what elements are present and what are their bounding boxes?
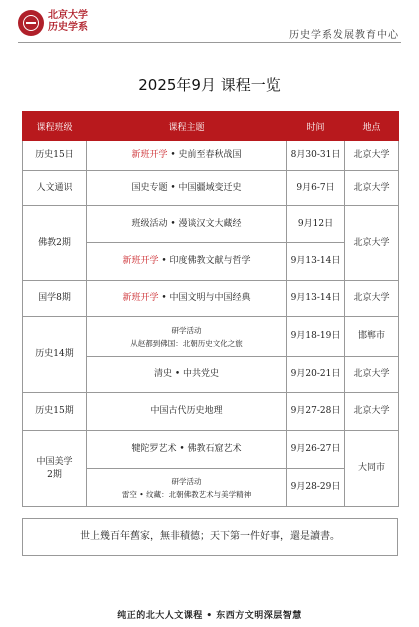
topic-separator: • bbox=[158, 293, 170, 303]
place-cell: 北京大学 bbox=[345, 393, 399, 431]
topic-separator: • bbox=[167, 150, 179, 160]
logo-text bbox=[48, 10, 88, 34]
time-cell: 9月28-29日 bbox=[287, 469, 345, 507]
class-cell: 历史15日 bbox=[23, 141, 87, 171]
new-class-tag: 新班开学 bbox=[122, 293, 159, 303]
place-cell: 北京大学 bbox=[345, 141, 399, 171]
table-row bbox=[23, 393, 399, 431]
table-row bbox=[23, 431, 399, 469]
topic-cell: 中国古代历史地理 bbox=[87, 393, 287, 431]
class-cell: 人文通识 bbox=[23, 171, 87, 206]
topic-cell: 班级活动 • 漫谈汉文大藏经 bbox=[87, 206, 287, 243]
university-seal-icon bbox=[18, 10, 44, 36]
topic-line-1: 研学活动 bbox=[171, 476, 202, 486]
topic-cell bbox=[87, 281, 287, 317]
place-cell: 北京大学 bbox=[345, 171, 399, 206]
topic-line-2: 雷空 • 纹藏：北朝佛教艺术与美学精神 bbox=[121, 489, 252, 499]
table-header-row bbox=[23, 112, 399, 141]
topic-cell: 国史专题 • 中国疆域变迁史 bbox=[87, 171, 287, 206]
new-class-tag: 新班开学 bbox=[122, 256, 159, 266]
page-header bbox=[0, 0, 419, 46]
table-row bbox=[23, 281, 399, 317]
table-row bbox=[23, 206, 399, 243]
place-cell: 北京大学 bbox=[345, 281, 399, 317]
topic-cell bbox=[87, 469, 287, 507]
page-title: 2025年9月 课程一览 bbox=[138, 76, 281, 94]
place-cell: 大同市 bbox=[345, 431, 399, 507]
course-table bbox=[22, 111, 399, 507]
class-cell: 佛教2期 bbox=[23, 206, 87, 281]
topic-text: 史前至春秋战国 bbox=[178, 150, 242, 160]
time-cell: 9月13-14日 bbox=[287, 281, 345, 317]
footer-slogan: 纯正的北大人文课程 • 东西方文明深层智慧 bbox=[117, 611, 302, 621]
topic-cell: 清史 • 中共党史 bbox=[87, 357, 287, 393]
time-cell: 9月20-21日 bbox=[287, 357, 345, 393]
header-class: 课程班级 bbox=[23, 112, 87, 141]
time-cell: 9月12日 bbox=[287, 206, 345, 243]
header-place: 地点 bbox=[345, 112, 399, 141]
topic-separator: • bbox=[158, 256, 170, 266]
department-name: 历史学系发展教育中心 bbox=[289, 30, 399, 41]
class-line-1: 中国美学 bbox=[36, 456, 73, 467]
topic-cell bbox=[87, 243, 287, 281]
quote-box: 世上幾百年舊家，無非積德；天下第一件好事，還是讀書。 bbox=[22, 518, 398, 556]
topic-cell bbox=[87, 141, 287, 171]
place-cell: 北京大学 bbox=[345, 357, 399, 393]
time-cell: 8月30-31日 bbox=[287, 141, 345, 171]
topic-cell: 犍陀罗艺术 • 佛教石窟艺术 bbox=[87, 431, 287, 469]
time-cell: 9月18-19日 bbox=[287, 317, 345, 357]
topic-line-2: 从赵都到佛国：北朝历史文化之旅 bbox=[130, 338, 243, 348]
time-cell: 9月13-14日 bbox=[287, 243, 345, 281]
class-line-2: 2期 bbox=[47, 469, 62, 480]
time-cell: 9月26-27日 bbox=[287, 431, 345, 469]
header-time: 时间 bbox=[287, 112, 345, 141]
topic-cell bbox=[87, 317, 287, 357]
time-cell: 9月6-7日 bbox=[287, 171, 345, 206]
topic-text: 中国文明与中国经典 bbox=[169, 293, 251, 303]
place-cell: 北京大学 bbox=[345, 206, 399, 281]
place-cell: 邯郸市 bbox=[345, 317, 399, 357]
logo-line-2: 历史学系 bbox=[48, 22, 88, 33]
class-cell bbox=[23, 431, 87, 507]
new-class-tag: 新班开学 bbox=[131, 150, 168, 160]
table-row bbox=[23, 141, 399, 171]
header-divider bbox=[18, 42, 401, 43]
header-topic: 课程主题 bbox=[87, 112, 287, 141]
table-row bbox=[23, 171, 399, 206]
class-cell: 历史15期 bbox=[23, 393, 87, 431]
time-cell: 9月27-28日 bbox=[287, 393, 345, 431]
table-row bbox=[23, 317, 399, 357]
class-cell: 历史14期 bbox=[23, 317, 87, 393]
topic-text: 印度佛教文献与哲学 bbox=[169, 256, 251, 266]
topic-line-1: 研学活动 bbox=[171, 325, 202, 335]
logo-line-1: 北京大学 bbox=[48, 10, 88, 21]
class-cell: 国学8期 bbox=[23, 281, 87, 317]
